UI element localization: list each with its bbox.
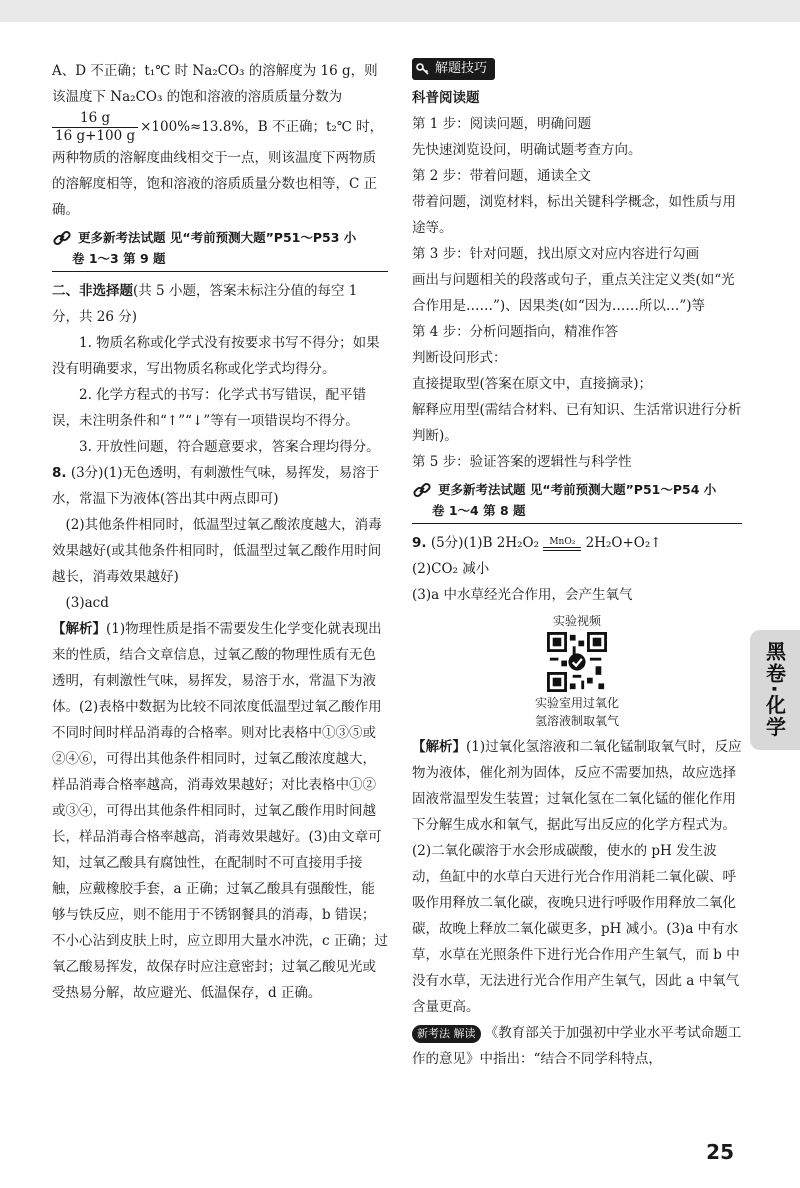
section-title: 二、非选择题 <box>52 283 133 299</box>
step-4: 第 4 步：分析问题指向，精准作答 <box>412 324 619 340</box>
step-2-desc: 带着问题，浏览材料，标出关键科学概念，如性质与用途等。 <box>412 194 736 236</box>
tips-tag <box>412 58 495 80</box>
q9-analysis: 【解析】(1)过氧化氢溶液和二氧化锰制取氧气时，反应物为液体，催化剂为固体，反应不需要加热，故应选择固液常温型发生装置；过氧化氢在二氧化锰的催化作用下分解生成水和氧气，据此写出反应的化学方程式为。(2)二氧化碳溶于水会形成碳酸，使水的 pH 发生波动，鱼缸中的水草白天进行光合作用消耗二氧化碳、呼吸作用释放二氧化碳，夜晚只进行呼吸作用释放二氧化碳，故晚上释放二氧化碳更多，pH 减小。(3)a 中有水草，水草在光照条件下进行光合作用产生氧气，而 b 中没有水草，无法进行光合作用产生氧气，因此 a 中氧气含量更高。 <box>412 739 742 1015</box>
fraction <box>52 110 138 145</box>
analysis-tag: 【解析】 <box>52 621 106 637</box>
step-4-desc-1: 判断设问形式： <box>412 350 507 366</box>
q9-answer-2: (2)CO₂ 减小 <box>412 561 490 577</box>
link-icon <box>412 480 432 500</box>
new-method-note: 新考法 解读 《教育部关于加强初中学业水平考试命题工作的意见》中指出：“结合不同学科特点， <box>412 1025 742 1067</box>
step-4-desc-3: 解释应用型(需结合材料、已有知识、生活常识进行分析判断)。 <box>412 402 742 444</box>
scoring-rule-1: 1. 物质名称或化学式没有按要求书写不得分；如果没有明确要求，写出物质名称或化学式均得分。 <box>52 335 380 377</box>
analysis-tag: 【解析】 <box>412 739 466 755</box>
fraction-denominator: 16 g+100 g <box>55 128 136 144</box>
q8-answer-3: (3)acd <box>65 595 109 611</box>
qr-code-icon[interactable] <box>547 632 607 692</box>
experiment-video[interactable] <box>412 612 742 730</box>
more-link-text-line2: 卷 1～4 第 8 题 <box>412 501 742 524</box>
q7-analysis-continued: A、D 不正确；t₁℃ 时 Na₂CO₃ 的溶解度为 16 g，则该温度下 Na₂CO₃ 的饱和溶液的溶质质量分数为 <box>52 63 378 105</box>
q8-answer-1: 8. (3分)(1)无色透明，有刺激性气味，易挥发，易溶于水，常温下为液体(答出其中两点即可) <box>52 465 380 507</box>
section-desc: (共 5 小题，答案未标注分值的每空 1 分，共 26 分) <box>52 283 358 325</box>
more-link-text: 更多新考法试题 见“考前预测大题”P51～P54 小 <box>438 482 717 497</box>
reaction-arrow <box>543 537 581 551</box>
q9-answer-3: (3)a 中水草经光合作用，会产生氧气 <box>412 587 633 603</box>
subject-side-tab <box>750 630 800 750</box>
video-caption-1: 实验室用过氧化 <box>534 696 619 710</box>
step-5: 第 5 步：验证答案的逻辑性与科学性 <box>412 454 632 470</box>
fraction-numerator: 16 g <box>52 110 138 128</box>
new-method-tag: 新考法 解读 <box>412 1025 481 1043</box>
tips-title: 科普阅读题 <box>412 90 480 106</box>
more-link-text: 更多新考法试题 见“考前预测大题”P51～P53 小 <box>78 230 357 245</box>
catalyst-label: MnO₂ <box>549 536 576 547</box>
step-1-desc: 先快速浏览设问，明确试题考查方向。 <box>412 142 642 158</box>
q9-answer-1: 9. (5分)(1)B 2H₂O₂ MnO₂ 2H₂O+O₂↑ <box>412 535 662 551</box>
key-icon <box>416 62 430 76</box>
step-4-desc-2: 直接提取型(答案在原文中，直接摘录)； <box>412 376 653 392</box>
scoring-rule-2: 2. 化学方程式的书写：化学式书写错误，配平错误，未注明条件和“↑”“↓”等有一项错误均不得分。 <box>52 387 367 429</box>
side-tab-label: 黑卷·化学 <box>762 641 787 739</box>
tips-tag-label: 解题技巧 <box>435 61 488 76</box>
left-column <box>52 58 388 1006</box>
page-number: 25 <box>706 1140 734 1164</box>
step-1: 第 1 步：阅读问题，明确问题 <box>412 116 592 132</box>
section-2-header <box>52 278 388 330</box>
step-3-desc: 画出与问题相关的段落或句子，重点关注定义类(如“光合作用是……”)、因果类(如“因为……所以…”)等 <box>412 272 735 314</box>
step-3: 第 3 步：针对问题，找出原文对应内容进行勾画 <box>412 246 700 262</box>
more-link-text-line2: 卷 1～3 第 9 题 <box>52 249 388 272</box>
q8-analysis: 【解析】(1)物理性质是指不需要发生化学变化就表现出来的性质，结合文章信息，过氧乙酸的物理性质有无色透明，有刺激性气味，易挥发，易溶于水，常温下为液体。(2)表格中数据为比较不同浓度低温型过氧乙酸作用不同时间时样品消毒的合格率。则对比表格中①③⑤或②④⑥，可得出其他条件相同时，过氧乙酸浓度越大，样品消毒合格率越高，消毒效果越好；对比表格中①②或③④，可得出其他条件相同时，过氧乙酸作用时间越长，样品消毒合格率越高，消毒效果越好。(3)由文章可知，过氧乙酸具有腐蚀性，在配制时不可直接用手接触，应戴橡胶手套，a 正确；过氧乙酸具有强酸性，能够与铁反应，则不能用于不锈钢餐具的消毒，b 错误；不小心沾到皮肤上时，应立即用大量水冲洗，c 正确；过氧乙酸易挥发，故保存时应注意密封；过氧乙酸见光或受热易分解，故应避光、低温保存，d 正确。 <box>52 621 388 1001</box>
q7-fraction-line <box>52 110 388 223</box>
more-new-questions-link[interactable] <box>52 227 388 272</box>
q7-analysis-tail: ×100%≈13.8%，B 不正确；t₂℃ 时，两种物质的溶解度曲线相交于一点，则该温度下两物质的溶解度相等，饱和溶液的溶质质量分数也相等，C 正确。 <box>52 119 384 218</box>
question-number: 8. <box>52 465 67 481</box>
q8-answer-2: (2)其他条件相同时，低温型过氧乙酸浓度越大，消毒效果越好(或其他条件相同时，低温型过氧乙酸作用时间越长，消毒效果越好) <box>52 517 382 585</box>
step-2: 第 2 步：带着问题，通读全文 <box>412 168 592 184</box>
more-new-questions-link-2[interactable] <box>412 479 742 524</box>
question-number: 9. <box>412 535 427 551</box>
link-icon <box>52 228 72 248</box>
video-caption-2: 氢溶液制取氧气 <box>534 714 619 728</box>
scoring-rule-3: 3. 开放性问题，符合题意要求，答案合理均得分。 <box>79 439 380 455</box>
scan-top-edge <box>0 0 800 22</box>
video-title: 实验视频 <box>552 614 601 628</box>
right-column <box>412 58 742 1072</box>
